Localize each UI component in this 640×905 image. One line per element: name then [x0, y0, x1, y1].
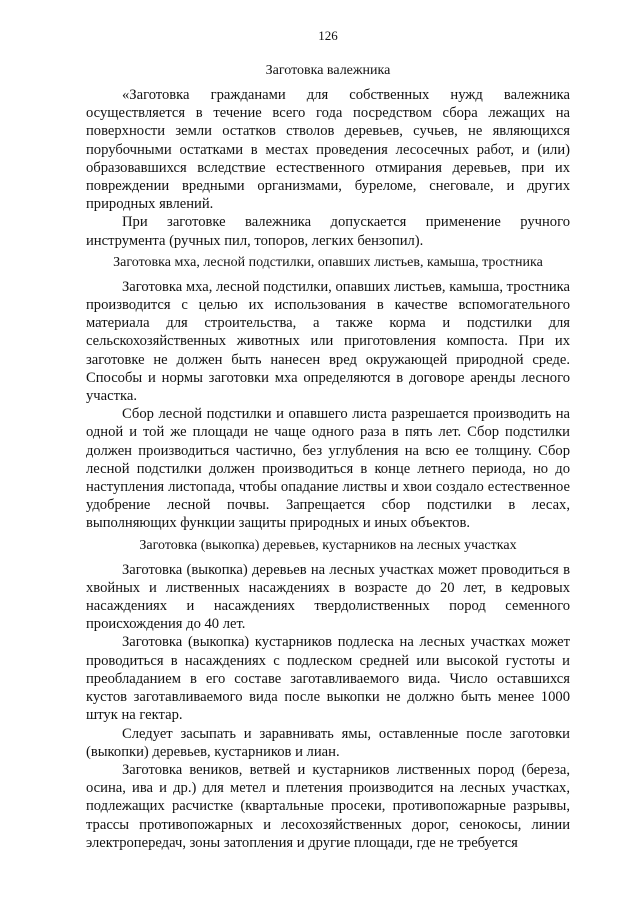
section-heading-moss-litter: Заготовка мха, лесной подстилки, опавших листьев, камыша, тростника	[113, 254, 543, 270]
page-number: 126	[318, 28, 338, 43]
section-heading-trees-shrubs: Заготовка (выкопка) деревьев, кустарников на лесных участках	[139, 537, 517, 553]
paragraph: Заготовка (выкопка) кустарников подлеска на лесных участках может проводиться в насаждениях с подлеском средней или высокой густоты и преобладанием в его составе заготавливаемого вида. Число оставшихся кустов заготавливаемого вида после выкопки не должно быть менее 1000 штук на гектар.	[86, 634, 570, 724]
section-heading-deadwood: Заготовка валежника	[265, 63, 391, 78]
paragraph: «Заготовка гражданами для собственных нужд валежника осуществляется в течение всего года посредством сбора лежащих на поверхности земли остатков стволов деревьев, сучьев, не являющихся порубочными остатками в местах проведения лесосечных работ, и (или) образовавшихся вследствие естественного отмирания деревьев, при их повреждении вредными организмами, буреломе, снеговале, и других природных явлений.	[86, 87, 570, 213]
paragraph: Следует засыпать и заравнивать ямы, оставленные после заготовки (выкопки) деревьев, кустарников и лиан.	[86, 725, 570, 760]
paragraph: Заготовка мха, лесной подстилки, опавших листьев, камыша, тростника производится с целью их использования в качестве вспомогательного материала для строительства, а также корма и подстилки для сельскохозяйственных животных или приготовления компоста. При их заготовке не должен быть нанесен вред окружающей природной среде. Способы и нормы заготовки мха определяются в договоре аренды лесного участка.	[86, 278, 570, 405]
paragraph: Сбор лесной подстилки и опавшего листа разрешается производить на одной и той же площади не чаще одного раза в пять лет. Сбор подстилки должен производиться частично, без углубления на всю ее толщину. Сбор лесной подстилки должен производиться в конце летнего периода, но до наступления листопада, чтобы опадание листвы и хвои создало естественное удобрение лесной почвы. Запрещается сбор подстилки в лесах, выполняющих функции защиты природных и иных объектов.	[86, 406, 570, 532]
paragraph: При заготовке валежника допускается применение ручного инструмента (ручных пил, топоров, легких бензопил).	[86, 214, 570, 249]
document-page	[86, 28, 570, 852]
paragraph: Заготовка веников, ветвей и кустарников лиственных пород (береза, осина, ива и др.) для метел и плетения производится на лесных участках, подлежащих расчистке (квартальные просеки, противопожарные разрывы, трассы противопожарных и лесохозяйственных дорог, сенокосы, линии электропередач, зоны затопления и другие площади, где не требуется	[86, 761, 570, 851]
paragraph: Заготовка (выкопка) деревьев на лесных участках может проводиться в хвойных и лиственных насаждениях в возрасте до 20 лет, в кедровых насаждениях и насаждениях твердолиственных пород семенного происхождения до 40 лет.	[86, 561, 570, 633]
